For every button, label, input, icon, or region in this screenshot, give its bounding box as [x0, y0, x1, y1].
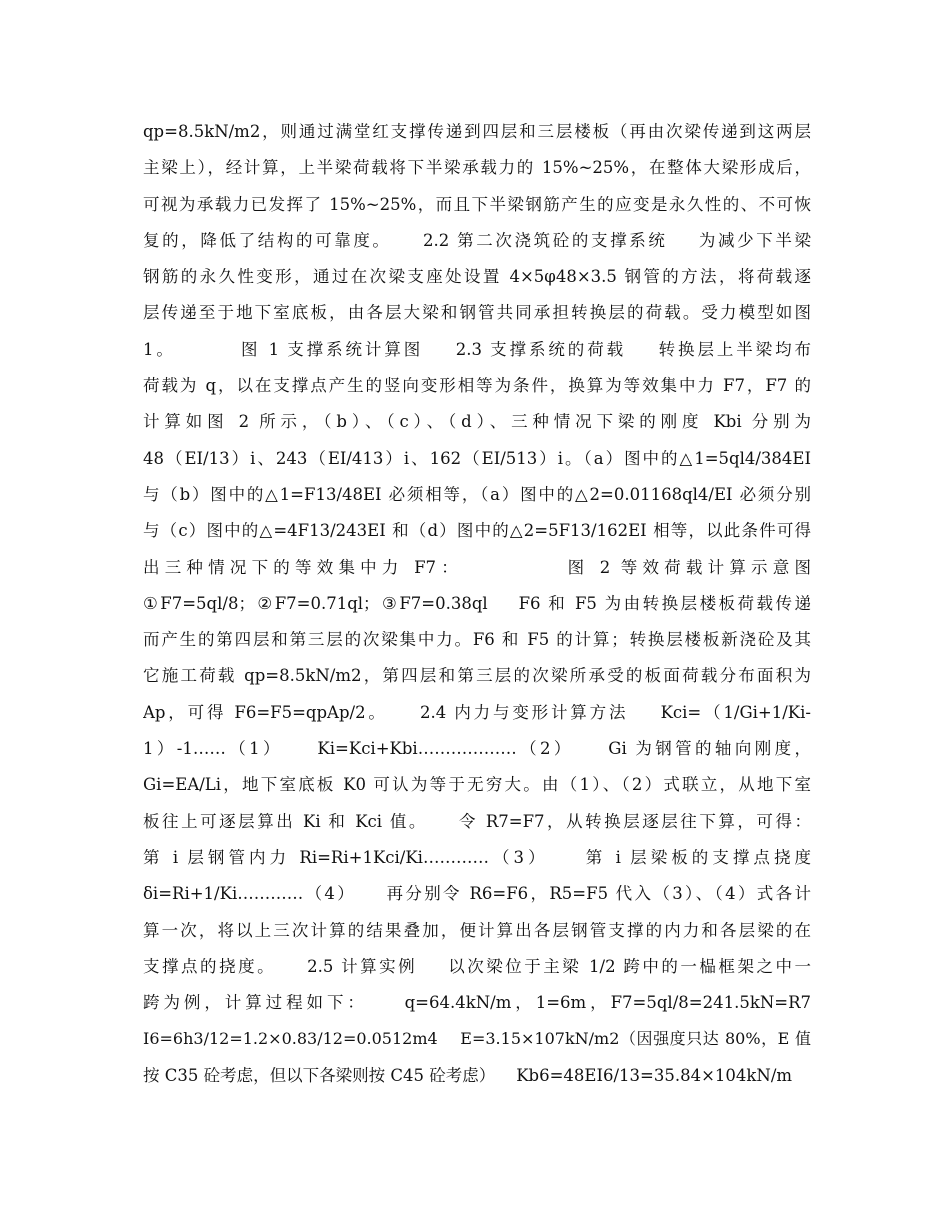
- text-line: 1。 图 1 支撑系统计算图 2.3 支撑系统的荷载 转换层上半梁均布: [143, 339, 811, 359]
- text-line: 支撑点的挠度。 2.5 计算实例 以次梁位于主梁 1/2 跨中的一榀框架之中一: [143, 956, 811, 976]
- text-line: 它施工荷载 qp=8.5kN/m2，第四层和第三层的次梁所承受的板面荷载分布面积为: [143, 666, 811, 686]
- text-line: Gi=EA/Li，地下室底板 K0 可认为等于无穷大。由（1）、（2）式联立，从地下室: [143, 775, 811, 795]
- text-line: 1）-1……（1） Ki=Kci+Kbi………………（2） Gi 为钢管的轴向刚度，: [143, 739, 811, 759]
- text-line: 钢筋的永久性变形，通过在次梁支座处设置 4×5φ48×3.5 钢管的方法，将荷载逐: [143, 267, 811, 287]
- text-line: 跨为例，计算过程如下： q=64.4kN/m，1=6m，F7=5ql/8=241.5kN=R7: [143, 993, 811, 1013]
- text-line: Ap，可得 F6=F5=qpAp/2。 2.4 内力与变形计算方法 Kci=（1/Gi+1/Ki-: [143, 702, 811, 722]
- text-line: 主梁上），经计算，上半梁荷载将下半梁承载力的 15%~25%，在整体大梁形成后，: [143, 158, 811, 178]
- text-line: 与（b）图中的△1=F13/48EI 必须相等，（a）图中的△2=0.01168ql4/EI 必须分别: [143, 484, 811, 504]
- text-line: 荷载为 q，以在支撑点产生的竖向变形相等为条件，换算为等效集中力 F7，F7 的: [143, 376, 811, 396]
- text-line: 而产生的第四层和第三层的次梁集中力。F6 和 F5 的计算；转换层楼板新浇砼及其: [143, 630, 811, 650]
- document-body-text: [143, 114, 811, 1094]
- text-line: 48（EI/13）i、243（EI/413）i、162（EI/513）i。（a）图中的△1=5ql4/384EI: [143, 448, 811, 468]
- text-line: I6=6h3/12=1.2×0.83/12=0.0512m4 E=3.15×107kN/m2（因强度只达 80%，E 值: [143, 1029, 811, 1049]
- text-line: 算一次，将以上三次计算的结果叠加，便计算出各层钢管支撑的内力和各层梁的在: [143, 920, 811, 940]
- text-line: 出三种情况下的等效集中力 F7： 图 2 等效荷载计算示意图: [143, 557, 811, 577]
- text-line: δi=Ri+1/Ki…………（4） 再分别令 R6=F6，R5=F5 代入（3）、（4）式各计: [143, 884, 811, 904]
- text-line: 层传递至于地下室底板，由各层大梁和钢管共同承担转换层的荷载。受力模型如图: [143, 303, 811, 323]
- text-line: 按 C35 砼考虑，但以下各梁则按 C45 砼考虑） Kb6=48EI6/13=35.84×104kN/m: [143, 1065, 793, 1085]
- text-line: 第 i 层钢管内力 Ri=Ri+1Kci/Ki…………（3） 第 i 层梁板的支撑点挠度: [143, 847, 811, 867]
- text-line: 与（c）图中的△=4F13/243EI 和（d）图中的△2=5F13/162EI 相等，以此条件可得: [143, 521, 811, 541]
- text-line: 复的，降低了结构的可靠度。 2.2 第二次浇筑砼的支撑系统 为减少下半梁: [143, 230, 811, 250]
- text-line: 可视为承载力已发挥了 15%~25%，而且下半梁钢筋产生的应变是永久性的、不可恢: [143, 194, 811, 214]
- text-line: 计算如图 2 所示，（b）、（c）、（d）、三种情况下梁的刚度 Kbi 分别为: [143, 412, 811, 432]
- text-line: ①F7=5ql/8；②F7=0.71ql；③F7=0.38ql F6 和 F5 为由转换层楼板荷载传递: [143, 593, 811, 613]
- text-line: qp=8.5kN/m2，则通过满堂红支撑传递到四层和三层楼板（再由次梁传递到这两层: [143, 122, 811, 141]
- text-line: 板往上可逐层算出 Ki 和 Kci 值。 令 R7=F7，从转换层逐层往下算，可得：: [143, 811, 811, 831]
